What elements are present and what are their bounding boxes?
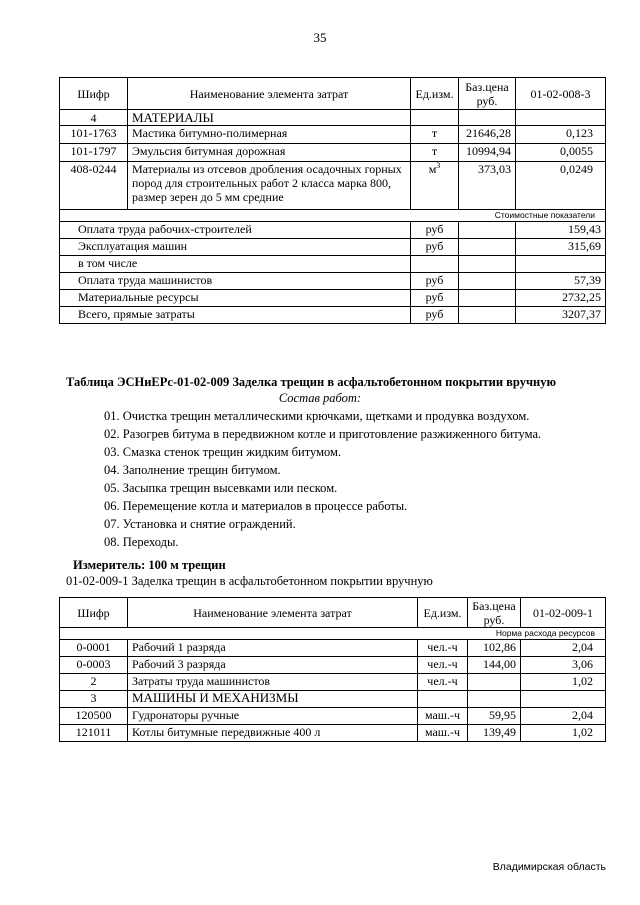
region-footer: Владимирская область bbox=[492, 861, 606, 873]
table-header bbox=[60, 598, 606, 628]
work-step: 08. Переходы. bbox=[104, 535, 179, 549]
measure-unit: Измеритель: 100 м трещин bbox=[73, 558, 226, 572]
work-step: 02. Разогрев битума в передвижном котле и приготовление разжиженного битума. bbox=[104, 427, 542, 441]
col-unit-header: Ед.изм. bbox=[411, 78, 459, 110]
table-header bbox=[60, 78, 606, 110]
table-resources-008 bbox=[59, 77, 606, 324]
summary-row: Оплата труда рабочих-строителей руб 159,43 bbox=[60, 222, 606, 239]
unit-cubic-meter: м bbox=[428, 162, 437, 176]
summary-row: Всего, прямые затраты руб 3207,37 bbox=[60, 307, 606, 324]
work-step: 04. Заполнение трещин битумом. bbox=[104, 463, 281, 477]
col-price-header: Баз.цена руб. bbox=[468, 598, 521, 628]
col-code-header: Шифр bbox=[60, 78, 128, 110]
col-code-header: Шифр bbox=[60, 598, 128, 628]
table-title: Таблица ЭСНиЕРс-01-02-009 Заделка трещин в асфальтобетонном покрытии вручную bbox=[66, 375, 556, 389]
section-row: 4 МАТЕРИАЛЫ bbox=[60, 110, 606, 126]
work-step: 01. Очистка трещин металлическими крючками, щетками и продувка воздухом. bbox=[104, 409, 530, 423]
unit-superscript: 3 bbox=[436, 161, 441, 170]
summary-row: в том числе bbox=[60, 256, 606, 273]
table-row: 0-0003 Рабочий 3 разряда чел.-ч 144,00 3,06 bbox=[60, 657, 606, 674]
table-row: 0-0001 Рабочий 1 разряда чел.-ч 102,86 2,04 bbox=[60, 640, 606, 657]
table-row: 101-1797 Эмульсия битумная дорожная т 10994,94 0,0055 bbox=[60, 144, 606, 162]
summary-row: Оплата труда машинистов руб 57,39 bbox=[60, 273, 606, 290]
subheader-row: Стоимостные показатели bbox=[60, 210, 606, 222]
subheader-row: Норма расхода ресурсов bbox=[60, 628, 606, 640]
table-row: 120500 Гудронаторы ручные маш.-ч 59,95 2,04 bbox=[60, 708, 606, 725]
work-step: 06. Перемещение котла и материалов в процессе работы. bbox=[104, 499, 408, 513]
composition-title: Состав работ: bbox=[278, 391, 362, 405]
table-row: 408-0244 Материалы из отсевов дробления осадочных горных пород для строительных работ 2 класса марка 800, размер зерен до 5 мм средние $м^3$ 373,03 0,0249 bbox=[60, 162, 606, 210]
summary-row: Эксплуатация машин руб 315,69 bbox=[60, 239, 606, 256]
work-step: 03. Смазка стенок трещин жидким битумом. bbox=[104, 445, 342, 459]
col-value-header: 01-02-008-3 bbox=[516, 78, 606, 110]
table-resources-009 bbox=[59, 597, 606, 742]
work-step: 05. Засыпка трещин высевками или песком. bbox=[104, 481, 338, 495]
col-name-header: Наименование элемента затрат bbox=[128, 78, 411, 110]
table-row: 2 Затраты труда машинистов чел.-ч 1,02 bbox=[60, 674, 606, 691]
col-value-header: 01-02-009-1 bbox=[521, 598, 606, 628]
col-price-header: Баз.цена руб. bbox=[459, 78, 516, 110]
col-unit-header: Ед.изм. bbox=[418, 598, 468, 628]
table-row: 121011 Котлы битумные передвижные 400 л маш.-ч 139,49 1,02 bbox=[60, 725, 606, 742]
page-number: 35 bbox=[313, 30, 327, 45]
section-row: 3 МАШИНЫ И МЕХАНИЗМЫ bbox=[60, 691, 606, 708]
table-row: 101-1763 Мастика битумно-полимерная т 21646,28 0,123 bbox=[60, 126, 606, 144]
code-line: 01-02-009-1 Заделка трещин в асфальтобетонном покрытии вручную bbox=[66, 574, 433, 588]
summary-row: Материальные ресурсы руб 2732,25 bbox=[60, 290, 606, 307]
work-step: 07. Установка и снятие ограждений. bbox=[104, 517, 296, 531]
col-name-header: Наименование элемента затрат bbox=[128, 598, 418, 628]
